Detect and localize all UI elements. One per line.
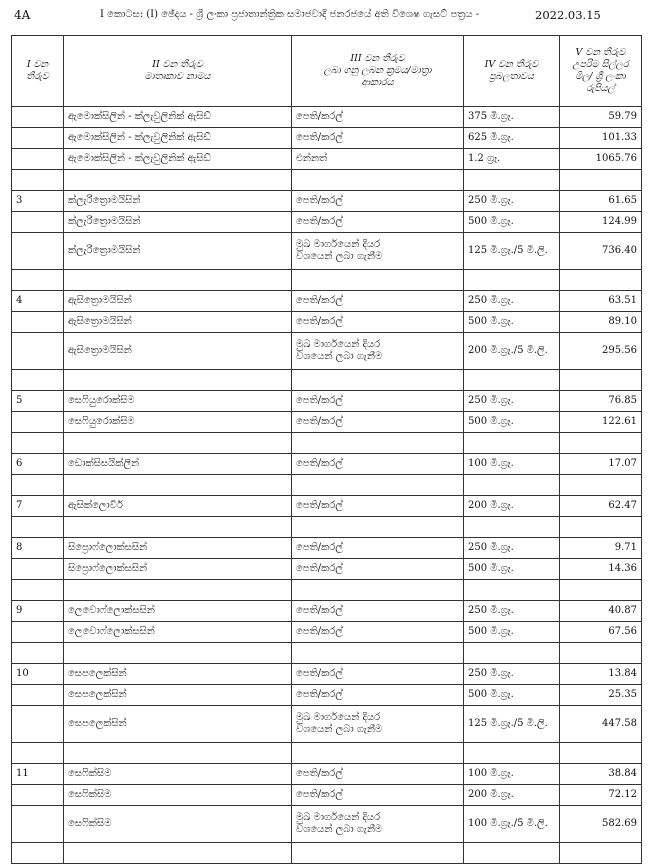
max-retail-price: 59.79 bbox=[560, 107, 642, 128]
table-row bbox=[12, 233, 642, 270]
dosage-form bbox=[292, 291, 464, 312]
page-header bbox=[8, 6, 642, 26]
max-retail-price: 101.33 bbox=[560, 128, 642, 149]
dosage-form-line: පෙති/කරල් bbox=[296, 395, 343, 406]
dosage-form-line: පෙති/කරල් bbox=[296, 689, 343, 700]
dosage-form bbox=[292, 312, 464, 333]
empty-cell bbox=[560, 370, 642, 391]
table-row bbox=[12, 107, 642, 128]
empty-cell bbox=[464, 270, 560, 291]
dosage-form bbox=[292, 128, 464, 149]
item-number bbox=[12, 559, 64, 580]
empty-cell bbox=[64, 433, 292, 454]
empty-cell bbox=[292, 370, 464, 391]
max-retail-price: 61.65 bbox=[560, 191, 642, 212]
empty-cell bbox=[12, 643, 64, 664]
dosage-form bbox=[292, 538, 464, 559]
max-retail-price: 14.36 bbox=[560, 559, 642, 580]
strength: 125 මි.ග්‍රෑ./5 මි.ලි. bbox=[464, 706, 560, 743]
empty-cell bbox=[12, 517, 64, 538]
dosage-form-line: වශයෙන් ලබා ගැනීම bbox=[296, 351, 383, 362]
spacer-row bbox=[12, 643, 642, 664]
dosage-form-line: පෙති/කරල් bbox=[296, 542, 343, 553]
empty-cell bbox=[64, 743, 292, 764]
table-row bbox=[12, 128, 642, 149]
item-number bbox=[12, 706, 64, 743]
empty-cell bbox=[292, 433, 464, 454]
table-row bbox=[12, 496, 642, 517]
table-row bbox=[12, 685, 642, 706]
dosage-form-line: වශයෙන් ලබා ගැනීම bbox=[296, 251, 383, 262]
max-retail-price: 124.99 bbox=[560, 212, 642, 233]
spacer-row bbox=[12, 743, 642, 764]
spacer-row bbox=[12, 580, 642, 601]
empty-cell bbox=[464, 643, 560, 664]
item-number bbox=[12, 806, 64, 843]
empty-cell bbox=[292, 270, 464, 291]
max-retail-price: 295.56 bbox=[560, 333, 642, 370]
dosage-form bbox=[292, 212, 464, 233]
drug-name: ඇසිත්‍රොමයිසින් bbox=[64, 312, 292, 333]
drug-name: ඇසික්ලොවීර් bbox=[64, 496, 292, 517]
table-row bbox=[12, 291, 642, 312]
spacer-row bbox=[12, 270, 642, 291]
item-number bbox=[12, 685, 64, 706]
dosage-form-line: පෙති/කරල් bbox=[296, 132, 343, 143]
dosage-form bbox=[292, 785, 464, 806]
drug-name: ඇමොක්සිලින් - ක්ලැවුලිනික් ඇසිඩ් bbox=[64, 128, 292, 149]
strength: 250 මි.ග්‍රෑ. bbox=[464, 538, 560, 559]
empty-cell bbox=[560, 517, 642, 538]
dosage-form-line: පෙති/කරල් bbox=[296, 416, 343, 427]
empty-cell bbox=[64, 370, 292, 391]
dosage-form bbox=[292, 622, 464, 643]
table-row bbox=[12, 412, 642, 433]
dosage-form bbox=[292, 107, 464, 128]
empty-cell bbox=[12, 270, 64, 291]
item-number bbox=[12, 312, 64, 333]
table-row bbox=[12, 312, 642, 333]
spacer-row bbox=[12, 475, 642, 496]
drug-name: ලෙවොෆ්ලොක්සසින් bbox=[64, 601, 292, 622]
empty-cell bbox=[12, 843, 64, 864]
column-header-2: II වන තීරුව මාතෘකාව නාමය bbox=[64, 36, 292, 107]
drug-name: ඇමොක්සිලින් - ක්ලැවුලිනික් ඇසිඩ් bbox=[64, 107, 292, 128]
strength: 125 මි.ග්‍රෑ./5 මි.ලි. bbox=[464, 233, 560, 270]
empty-cell bbox=[292, 743, 464, 764]
empty-cell bbox=[12, 370, 64, 391]
dosage-form bbox=[292, 685, 464, 706]
item-number bbox=[12, 212, 64, 233]
drug-name: සෙෆියුරොක්සිම bbox=[64, 391, 292, 412]
strength: 250 මි.ග්‍රෑ. bbox=[464, 391, 560, 412]
table-row bbox=[12, 454, 642, 475]
dosage-form-line: එන්නත් bbox=[296, 153, 328, 164]
strength: 500 මි.ග්‍රෑ. bbox=[464, 685, 560, 706]
spacer-row bbox=[12, 843, 642, 864]
spacer-row bbox=[12, 433, 642, 454]
dosage-form bbox=[292, 391, 464, 412]
empty-cell bbox=[292, 517, 464, 538]
table-row bbox=[12, 601, 642, 622]
max-retail-price: 447.58 bbox=[560, 706, 642, 743]
drug-name: සෙෆික්සිම bbox=[64, 785, 292, 806]
table-row bbox=[12, 559, 642, 580]
strength: 250 මි.ග්‍රෑ. bbox=[464, 291, 560, 312]
item-number: 4 bbox=[12, 291, 64, 312]
dosage-form bbox=[292, 806, 464, 843]
empty-cell bbox=[64, 170, 292, 191]
empty-cell bbox=[12, 743, 64, 764]
strength: 250 මි.ග්‍රෑ. bbox=[464, 191, 560, 212]
spacer-row bbox=[12, 517, 642, 538]
table-row bbox=[12, 391, 642, 412]
dosage-form bbox=[292, 412, 464, 433]
max-retail-price: 17.07 bbox=[560, 454, 642, 475]
dosage-form-line: පෙති/කරල් bbox=[296, 668, 343, 679]
table-row bbox=[12, 212, 642, 233]
dosage-form-line: පෙති/කරල් bbox=[296, 195, 343, 206]
empty-cell bbox=[560, 270, 642, 291]
max-retail-price: 38.84 bbox=[560, 764, 642, 785]
empty-cell bbox=[464, 580, 560, 601]
item-number: 10 bbox=[12, 664, 64, 685]
dosage-form-line: පෙති/කරල් bbox=[296, 316, 343, 327]
item-number: 8 bbox=[12, 538, 64, 559]
empty-cell bbox=[560, 170, 642, 191]
drug-name: ඇසිත්‍රොමයිසින් bbox=[64, 333, 292, 370]
dosage-form bbox=[292, 559, 464, 580]
strength: 500 මි.ග්‍රෑ. bbox=[464, 412, 560, 433]
dosage-form bbox=[292, 333, 464, 370]
item-number bbox=[12, 149, 64, 170]
empty-cell bbox=[292, 843, 464, 864]
empty-cell bbox=[464, 475, 560, 496]
dosage-form bbox=[292, 496, 464, 517]
item-number: 7 bbox=[12, 496, 64, 517]
drug-name: සිප්‍රොෆ්ලොක්සසින් bbox=[64, 559, 292, 580]
strength: 250 මි.ග්‍රෑ. bbox=[464, 664, 560, 685]
item-number bbox=[12, 107, 64, 128]
table-row bbox=[12, 806, 642, 843]
dosage-form-line: පෙති/කරල් bbox=[296, 768, 343, 779]
dosage-form-line: වශයෙන් ලබා ගැනීම bbox=[296, 824, 383, 835]
drug-name: ක්ලැරිත්‍රොමයිසින් bbox=[64, 212, 292, 233]
gazette-title: I කොටස: (I) ඡේදය - ශ්‍රී ලංකා ප්‍රජාතාන්ත්‍රික සමාජවාදී ජනරජයේ අති විශෙෂ ගැසට් පත්‍රය - bbox=[100, 9, 480, 20]
strength: 200 මි.ග්‍රෑ./5 මි.ලි. bbox=[464, 333, 560, 370]
strength: 625 මි.ග්‍රෑ. bbox=[464, 128, 560, 149]
dosage-form bbox=[292, 454, 464, 475]
empty-cell bbox=[12, 475, 64, 496]
empty-cell bbox=[560, 475, 642, 496]
table-header-row bbox=[12, 36, 642, 107]
table-row bbox=[12, 333, 642, 370]
dosage-form bbox=[292, 149, 464, 170]
dosage-form-line: පෙති/කරල් bbox=[296, 295, 343, 306]
table-row bbox=[12, 149, 642, 170]
gazette-date: 2022.03.15 bbox=[535, 8, 601, 22]
drug-name: සෙපලෙක්සින් bbox=[64, 685, 292, 706]
empty-cell bbox=[64, 475, 292, 496]
max-retail-price: 122.61 bbox=[560, 412, 642, 433]
drug-name: සෙෆික්සිම bbox=[64, 764, 292, 785]
empty-cell bbox=[560, 843, 642, 864]
table-row bbox=[12, 622, 642, 643]
drug-name: සෙපලෙක්සින් bbox=[64, 706, 292, 743]
column-header-5: V වන තීරුව උපරිම සිල්ලර මිල/ ශ්‍රී ලංකා රුපියල් bbox=[560, 36, 642, 107]
column-header-3: III වන තීරුව ලබා ගනු ලබන ක්‍රමය/මාත්‍රා ආකාරය bbox=[292, 36, 464, 107]
empty-cell bbox=[464, 170, 560, 191]
empty-cell bbox=[64, 843, 292, 864]
empty-cell bbox=[292, 170, 464, 191]
strength: 500 මි.ග්‍රෑ. bbox=[464, 212, 560, 233]
dosage-form bbox=[292, 764, 464, 785]
max-retail-price: 62.47 bbox=[560, 496, 642, 517]
empty-cell bbox=[464, 843, 560, 864]
empty-cell bbox=[64, 580, 292, 601]
item-number bbox=[12, 622, 64, 643]
dosage-form-line: පෙති/කරල් bbox=[296, 216, 343, 227]
empty-cell bbox=[292, 580, 464, 601]
empty-cell bbox=[464, 433, 560, 454]
dosage-form-line: මුඛ මාර්ගයෙන් දියර bbox=[296, 339, 381, 350]
dosage-form-line: පෙති/කරල් bbox=[296, 111, 343, 122]
strength: 375 මි.ග්‍රෑ. bbox=[464, 107, 560, 128]
empty-cell bbox=[464, 743, 560, 764]
empty-cell bbox=[12, 580, 64, 601]
empty-cell bbox=[12, 170, 64, 191]
dosage-form-line: පෙති/කරල් bbox=[296, 500, 343, 511]
strength: 1.2 ග්‍රෑ. bbox=[464, 149, 560, 170]
max-retail-price: 67.56 bbox=[560, 622, 642, 643]
item-number: 9 bbox=[12, 601, 64, 622]
strength: 200 මි.ග්‍රෑ. bbox=[464, 785, 560, 806]
drug-name: ක්ලැරිත්‍රොමයිසින් bbox=[64, 191, 292, 212]
strength: 250 මි.ග්‍රෑ. bbox=[464, 601, 560, 622]
empty-cell bbox=[560, 743, 642, 764]
drug-name: ලෙවොෆ්ලොක්සසින් bbox=[64, 622, 292, 643]
empty-cell bbox=[464, 517, 560, 538]
empty-cell bbox=[64, 270, 292, 291]
strength: 100 මි.ග්‍රෑ. bbox=[464, 454, 560, 475]
empty-cell bbox=[64, 643, 292, 664]
empty-cell bbox=[292, 643, 464, 664]
drug-name: ක්ලැරිත්‍රොමයිසින් bbox=[64, 233, 292, 270]
drug-name: ඇමොක්සිලින් - ක්ලැවුලිනික් ඇසිඩ් bbox=[64, 149, 292, 170]
dosage-form-line: පෙති/කරල් bbox=[296, 458, 343, 469]
dosage-form bbox=[292, 233, 464, 270]
dosage-form-line: පෙති/කරල් bbox=[296, 563, 343, 574]
dosage-form bbox=[292, 191, 464, 212]
empty-cell bbox=[464, 370, 560, 391]
dosage-form-line: මුඛ මාර්ගයෙන් දියර bbox=[296, 712, 381, 723]
drug-name: සෙෆික්සිම bbox=[64, 806, 292, 843]
spacer-row bbox=[12, 370, 642, 391]
item-number bbox=[12, 233, 64, 270]
drug-name: සිප්‍රොෆ්ලොක්සසින් bbox=[64, 538, 292, 559]
item-number bbox=[12, 412, 64, 433]
item-number bbox=[12, 785, 64, 806]
dosage-form-line: පෙති/කරල් bbox=[296, 626, 343, 637]
strength: 200 මි.ග්‍රෑ. bbox=[464, 496, 560, 517]
item-number bbox=[12, 333, 64, 370]
max-retail-price: 736.40 bbox=[560, 233, 642, 270]
max-retail-price: 89.10 bbox=[560, 312, 642, 333]
dosage-form-line: පෙති/කරල් bbox=[296, 789, 343, 800]
max-retail-price: 13.84 bbox=[560, 664, 642, 685]
dosage-form-line: මුඛ මාර්ගයෙන් දියර bbox=[296, 812, 381, 823]
item-number bbox=[12, 128, 64, 149]
strength: 500 මි.ග්‍රෑ. bbox=[464, 312, 560, 333]
empty-cell bbox=[64, 517, 292, 538]
max-retail-price: 25.35 bbox=[560, 685, 642, 706]
max-retail-price: 1065.76 bbox=[560, 149, 642, 170]
max-retail-price: 40.87 bbox=[560, 601, 642, 622]
spacer-row bbox=[12, 170, 642, 191]
strength: 500 මි.ග්‍රෑ. bbox=[464, 622, 560, 643]
page-number: 4A bbox=[14, 8, 31, 22]
dosage-form bbox=[292, 601, 464, 622]
column-header-4: IV වන තීරුව ප්‍රබලතාවය bbox=[464, 36, 560, 107]
table-row bbox=[12, 706, 642, 743]
table-row bbox=[12, 538, 642, 559]
drug-name: ඇසිත්‍රොමයිසින් bbox=[64, 291, 292, 312]
table-row bbox=[12, 191, 642, 212]
drug-name: සෙපලෙක්සින් bbox=[64, 664, 292, 685]
dosage-form-line: වශයෙන් ලබා ගැනීම bbox=[296, 724, 383, 735]
dosage-form-line: පෙති/කරල් bbox=[296, 605, 343, 616]
table-row bbox=[12, 764, 642, 785]
empty-cell bbox=[560, 580, 642, 601]
strength: 100 මි.ග්‍රෑ./5 මි.ලි. bbox=[464, 806, 560, 843]
price-table bbox=[11, 35, 642, 864]
dosage-form bbox=[292, 664, 464, 685]
table-row bbox=[12, 785, 642, 806]
drug-name: සෙෆියුරොක්සිම bbox=[64, 412, 292, 433]
item-number: 11 bbox=[12, 764, 64, 785]
strength: 100 මි.ග්‍රෑ. bbox=[464, 764, 560, 785]
max-retail-price: 63.51 bbox=[560, 291, 642, 312]
empty-cell bbox=[12, 433, 64, 454]
strength: 500 මි.ග්‍රෑ. bbox=[464, 559, 560, 580]
dosage-form-line: මුඛ මාර්ගයෙන් දියර bbox=[296, 239, 381, 250]
table-row bbox=[12, 664, 642, 685]
max-retail-price: 9.71 bbox=[560, 538, 642, 559]
empty-cell bbox=[560, 433, 642, 454]
max-retail-price: 72.12 bbox=[560, 785, 642, 806]
empty-cell bbox=[560, 643, 642, 664]
empty-cell bbox=[292, 475, 464, 496]
item-number: 6 bbox=[12, 454, 64, 475]
dosage-form bbox=[292, 706, 464, 743]
max-retail-price: 76.85 bbox=[560, 391, 642, 412]
column-header-1: I වන තීරුව bbox=[12, 36, 64, 107]
item-number: 3 bbox=[12, 191, 64, 212]
max-retail-price: 582.69 bbox=[560, 806, 642, 843]
table-body bbox=[12, 107, 642, 864]
drug-name: ඩොක්සිසයික්ලින් bbox=[64, 454, 292, 475]
item-number: 5 bbox=[12, 391, 64, 412]
